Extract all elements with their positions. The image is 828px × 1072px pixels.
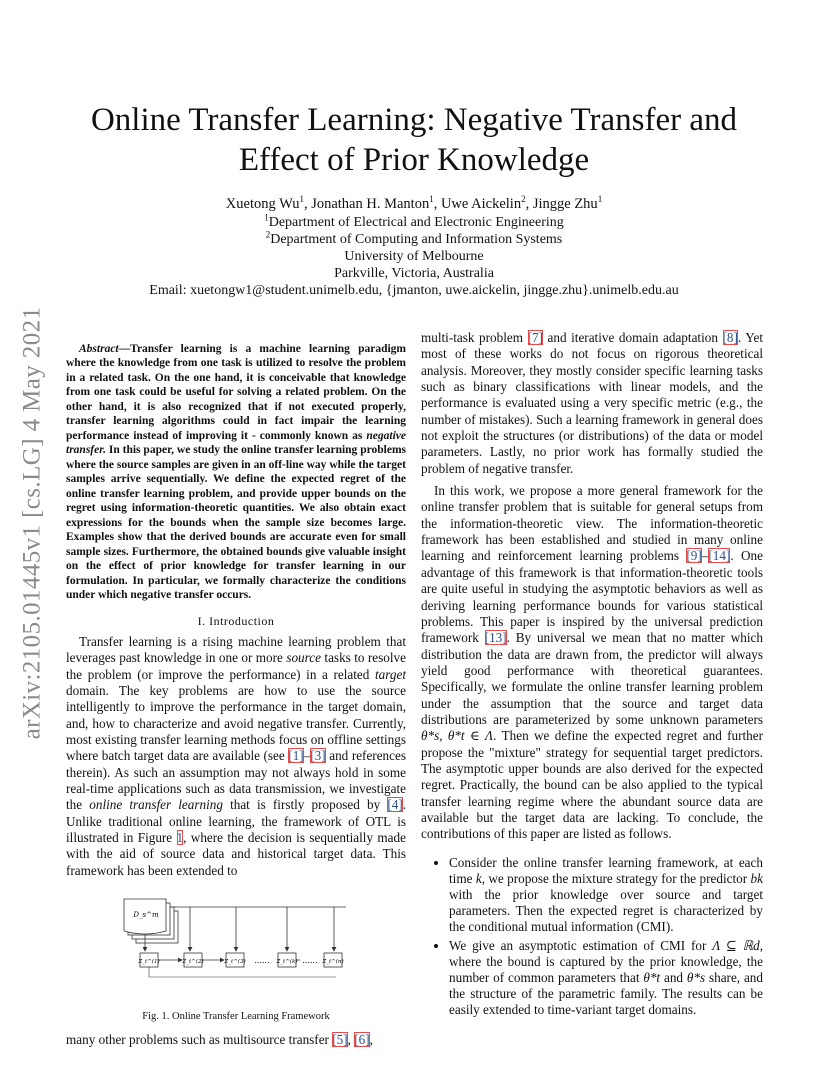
target-node: [181, 953, 203, 967]
author-block: [80, 196, 748, 299]
affiliation-1: $^1$Department of Electrical and Electronic Engineering: [264, 212, 564, 230]
citation-link[interactable]: [13]: [484, 630, 507, 646]
svg-text:Z_t^(1): Z_t^(1): [138, 959, 160, 966]
proposed-framework-paragraph: In this work, we propose a more general framework for the online transfer problem that is suitable for general setups from the information-theoretic view. The information-theoretic framework has been established and studied in many online learning and reinforcement learning problems [9]–[14]. One advantage of this framework is that information-theoretic tools are quite useful in studying the asymptotic behaviors as well as deriving learning performance bounds for various statistical problems. This paper is inspired by the universal prediction framework [13]. By universal we mean that no matter which distribution the data are drawn from, the predictor will always yield good performance with theoretical guarantees. Specifically, we formulate the online transfer learning problem under the assumption that the source and target data distributions are parameterized by some unknown parameters θ*s, θ*t ∈ Λ. Then we define the expected regret and further propose the "mixture" strategy for sequential target predictors. The asymptotic upper bounds are also derived for the expected regret. Practically, the bound can be also applied to the typical transfer learning regime where the abundant source data are available but the target data are lacking. To conclude, the contributions of this paper are listed as follows.: [421, 483, 763, 842]
svg-text:Z_t^(n): Z_t^(n): [322, 959, 344, 966]
citation-link[interactable]: [14]: [708, 548, 731, 564]
target-node: [137, 953, 159, 967]
title-line-2: Effect of Prior Knowledge: [238, 142, 590, 178]
citation-link[interactable]: [9]: [686, 548, 702, 564]
intro-paragraph: Transfer learning is a rising machine learning problem that leverages past knowledge in one or more source tasks to resolve the problem (or improve the performance) in a related target domain. The key problems are how to use the source intelligently to improve the performance in the target domain, and, how to characterize and avoid negative transfer. Currently, most existing transfer learning methods focus on offline settings where batch target data are available (see [1]–[3] and references therein). As such an assumption may not always hold in some real-time applications such as data transmission, we investigate the online transfer learning that is firstly proposed by [4]. Unlike traditional online learning, the framework of OTL is illustrated in Figure 1, where the decision is sequentially made with the aid of source data and historical target data. This framework has been extended to: [66, 634, 407, 878]
citation-link[interactable]: [1]: [288, 748, 304, 764]
math-parameters: θ*s, θ*t ∈ Λ: [421, 728, 493, 744]
location: Parkville, Victoria, Australia: [334, 266, 494, 281]
svg-text:Z_t^(2): Z_t^(2): [182, 959, 204, 966]
author-2: Jonathan H. Manton: [311, 196, 430, 212]
author-4: Jingge Zhu: [532, 196, 598, 212]
right-column: [421, 330, 763, 1021]
citation-link[interactable]: [7]: [527, 330, 543, 345]
target-node: [275, 953, 297, 967]
figure-reference-link[interactable]: 1: [176, 830, 184, 846]
ellipsis-dots: ......: [254, 956, 270, 966]
citation-link[interactable]: [5]: [332, 1032, 348, 1048]
figure-1-caption: Fig. 1. Online Transfer Learning Framework: [142, 1011, 330, 1023]
target-node: [223, 953, 245, 967]
ellipsis-dots: ......: [302, 956, 318, 966]
left-column: [66, 330, 406, 1049]
citation-link[interactable]: [4]: [387, 797, 403, 813]
affiliation-2: $^2$Department of Computing and Information Systems: [265, 229, 563, 247]
arxiv-identifier-text: arXiv:2105.01445v1 [cs.LG] 4 May 2021: [18, 306, 46, 740]
author-4-mark: 1: [597, 194, 603, 205]
author-1: Xuetong Wu: [225, 196, 300, 212]
university: University of Melbourne: [344, 249, 484, 264]
source-data-label: D_s^m: [133, 911, 159, 920]
abstract: Abstract—Transfer learning is a machine learning paradigm where the knowledge from one task is utilized to resolve the problem in a related task. On the one hand, it is conceivable that knowledge from one task could be useful for solving a related problem. On the other hand, it is also recognized that if not executed properly, transfer learning algorithms could in fact impair the learning performance instead of improving it - commonly known as negative transfer. In this paper, we study the online transfer learning problems where the source samples are given in an off-line way while the target samples arrive sequentially. We define the expected regret of the online transfer learning problem, and provide upper bounds on the regret using information-theoretic quantities. We also obtain exact expressions for the bounds when the sample size becomes large. Examples show that the derived bounds are accurate even for small sample sizes. Furthermore, the obtained bounds give valuable insight on the effect of prior knowledge for transfer learning in our formulation. In particular, we formally characterize the conditions under which negative transfer occurs.: [66, 342, 406, 601]
arxiv-identifier: [6, 288, 58, 758]
target-node: [321, 953, 343, 967]
author-2-mark: 1: [429, 194, 434, 205]
contribution-item: • We give an asymptotic estimation of CMI for Λ ⊆ ℝd, where the bound is captured by the prior knowledge, the number of common parameters that θ*t and θ*s share, and the structure of the parametric family. The results can be easily extended to time-variant target domains.: [449, 938, 763, 1019]
svg-text:Z_t^(3): Z_t^(3): [224, 959, 246, 966]
history-feedback-line: [149, 967, 336, 977]
related-work-paragraph: multi-task problem [7] and iterative domain adaptation [8]. Yet most of these works do not focus on rigorous theoretical analysis. Moreover, they mostly consider specific learning tasks such as binary classifications with linear models, and the performance is evaluated using a very specific metric (e.g., the number of mistakes). Such a learning framework in general does not exploit the structures (or distributions) of the data or model parameters. Lastly, no prior work has formally studied the problem of negative transfer.: [421, 330, 763, 476]
citation-link[interactable]: [8]: [722, 330, 738, 345]
left-column-tail: many other problems such as multisource transfer [5], [6],: [66, 1032, 373, 1048]
author-3: Uwe Aickelin: [440, 196, 522, 212]
otl-framework-diagram: [66, 893, 406, 1009]
citation-link[interactable]: [3]: [310, 748, 326, 764]
section-heading-introduction: I. Introduction: [197, 614, 275, 628]
title-line-1: Online Transfer Learning: Negative Transfer and: [90, 102, 738, 138]
paper-title: [80, 100, 748, 180]
author-1-mark: 1: [299, 194, 304, 205]
contribution-item: • Consider the online transfer learning framework, at each time k, we propose the mixture strategy for the predictor bk with the prior knowledge over source and target parameters. Then the expected regret is characterized by the conditional mutual information (CMI).: [449, 855, 763, 936]
author-3-mark: 2: [521, 194, 526, 205]
author-names: Xuetong Wu$^1$, Jonathan H. Manton$^1$, Uwe Aickelin$^2$, Jingge Zhu$^1$: [225, 194, 603, 212]
citation-link[interactable]: [6]: [354, 1032, 370, 1048]
email-line: Email: xuetongw1@student.unimelb.edu, {jmanton, uwe.aickelin, jingge.zhu}.unimelb.edu.au: [149, 283, 679, 298]
negative-transfer-emphasis: negative transfer.: [66, 429, 406, 456]
figure-1-diagram: [66, 893, 406, 1009]
source-data-stack-icon: [124, 899, 178, 943]
abstract-label: Abstract: [79, 342, 119, 355]
contributions-list: [421, 855, 763, 1019]
svg-text:Z_t^(k): Z_t^(k): [276, 959, 298, 966]
